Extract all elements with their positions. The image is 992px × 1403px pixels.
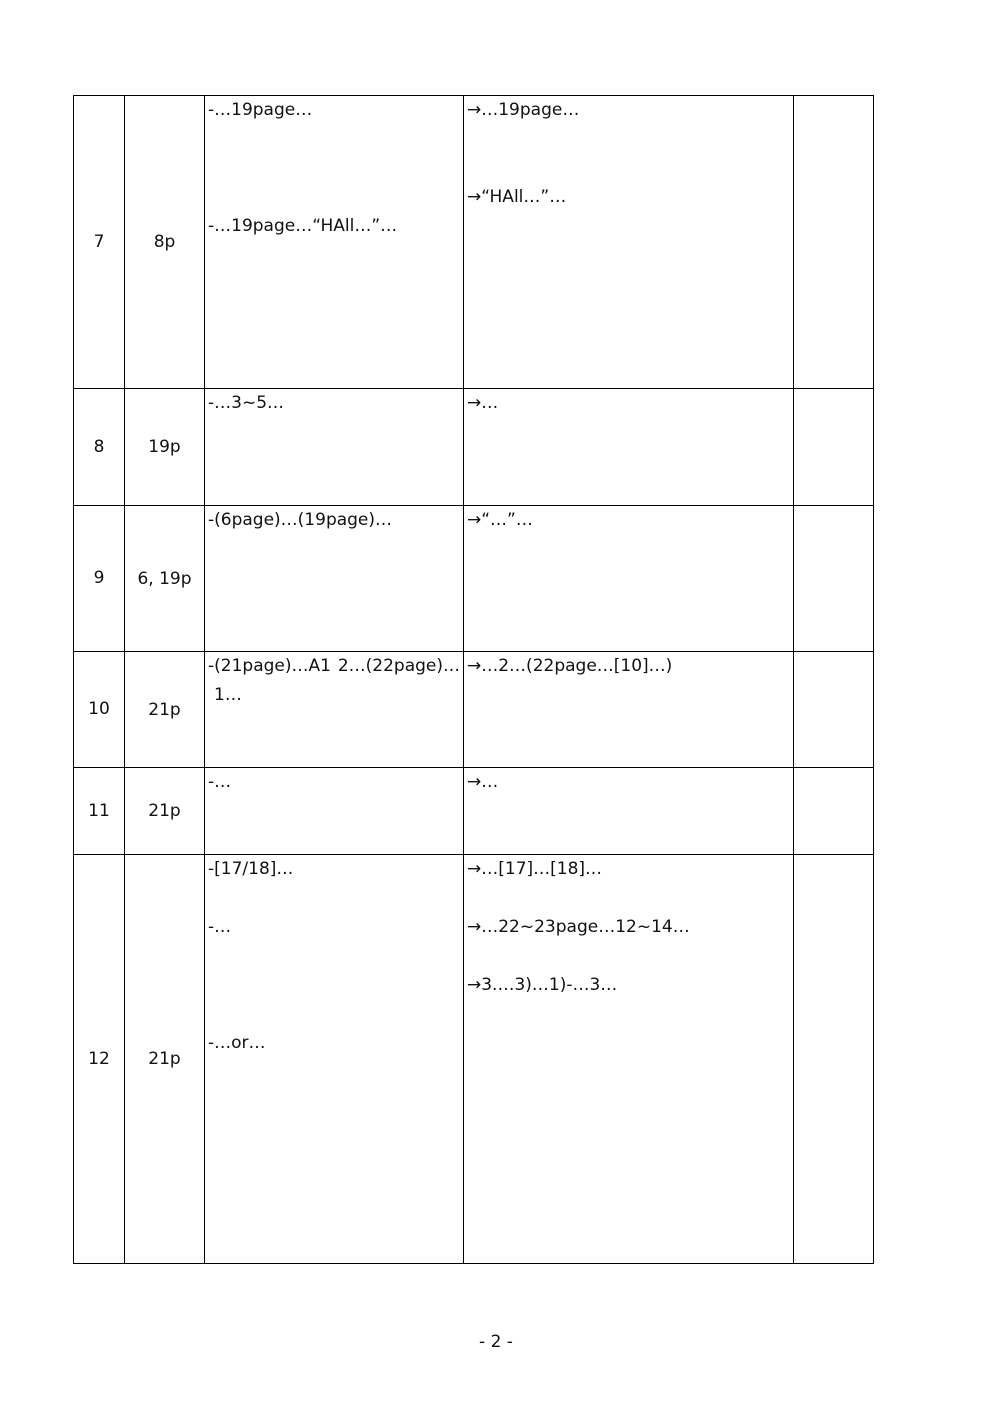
- question-text: -(21page)…A1 2…(22page)…1…: [208, 656, 460, 705]
- answer-text: →…: [467, 393, 499, 413]
- question-text: -(6page)…(19page)…: [208, 510, 393, 530]
- qa-table: [73, 95, 874, 1264]
- answer-cell: [464, 855, 794, 1264]
- question-cell: [205, 96, 464, 389]
- answer-cell: [464, 768, 794, 855]
- answer-text: →“HAll…”…: [467, 187, 567, 207]
- answer-cell: [464, 96, 794, 389]
- question-cell: [205, 768, 464, 855]
- table-row: [74, 768, 874, 855]
- note-cell: [794, 652, 874, 768]
- note-cell: [794, 506, 874, 652]
- table-row: [74, 855, 874, 1264]
- doc-page: 19p: [148, 437, 181, 457]
- answer-cell: [464, 652, 794, 768]
- row-number: 11: [74, 768, 125, 855]
- answer-text: →…2…(22page…[10]…): [467, 656, 673, 676]
- question-cell: [205, 389, 464, 506]
- row-number: 8: [74, 389, 125, 506]
- note-cell: [794, 855, 874, 1264]
- doc-reference: [125, 652, 205, 768]
- question-cell: [205, 652, 464, 768]
- question-text: -…19page…“HAll…”…: [208, 216, 398, 236]
- answer-text: →…22~23page…12~14…: [467, 917, 690, 937]
- doc-reference: [125, 389, 205, 506]
- answer-text: →…: [467, 772, 499, 792]
- table-row: [74, 652, 874, 768]
- question-text: -…: [208, 917, 232, 937]
- note-cell: [794, 768, 874, 855]
- doc-page: 21p: [148, 1049, 181, 1069]
- answer-text: →…[17]…[18]…: [467, 859, 603, 879]
- answer-text: →…19page…: [467, 100, 580, 120]
- doc-reference: [125, 506, 205, 652]
- doc-page: 21p: [148, 801, 181, 821]
- doc-page: 6, 19p: [137, 568, 192, 589]
- page-number: - 2 -: [479, 1332, 513, 1352]
- doc-page: 8p: [153, 232, 176, 252]
- doc-reference: [125, 96, 205, 389]
- question-text: -…or…: [208, 1033, 266, 1053]
- answer-cell: [464, 506, 794, 652]
- table-row: [74, 96, 874, 389]
- doc-reference: [125, 768, 205, 855]
- note-cell: [794, 96, 874, 389]
- question-text: -…: [208, 772, 232, 792]
- note-cell: [794, 389, 874, 506]
- question-text: -…3~5…: [208, 393, 285, 413]
- table-row: [74, 506, 874, 652]
- table-row: [74, 389, 874, 506]
- answer-text: →“…”…: [467, 510, 533, 530]
- question-text: -…19page…: [208, 100, 313, 120]
- row-number: 7: [74, 96, 125, 389]
- doc-page: 21p: [148, 699, 181, 720]
- row-number: 10: [74, 652, 125, 768]
- answer-cell: [464, 389, 794, 506]
- doc-reference: [125, 855, 205, 1264]
- question-cell: [205, 855, 464, 1264]
- question-text: -[17/18]…: [208, 859, 294, 879]
- answer-text: →3.…3)…1)-…3…: [467, 975, 618, 995]
- row-number: 12: [74, 855, 125, 1264]
- row-number: 9: [74, 506, 125, 652]
- question-cell: [205, 506, 464, 652]
